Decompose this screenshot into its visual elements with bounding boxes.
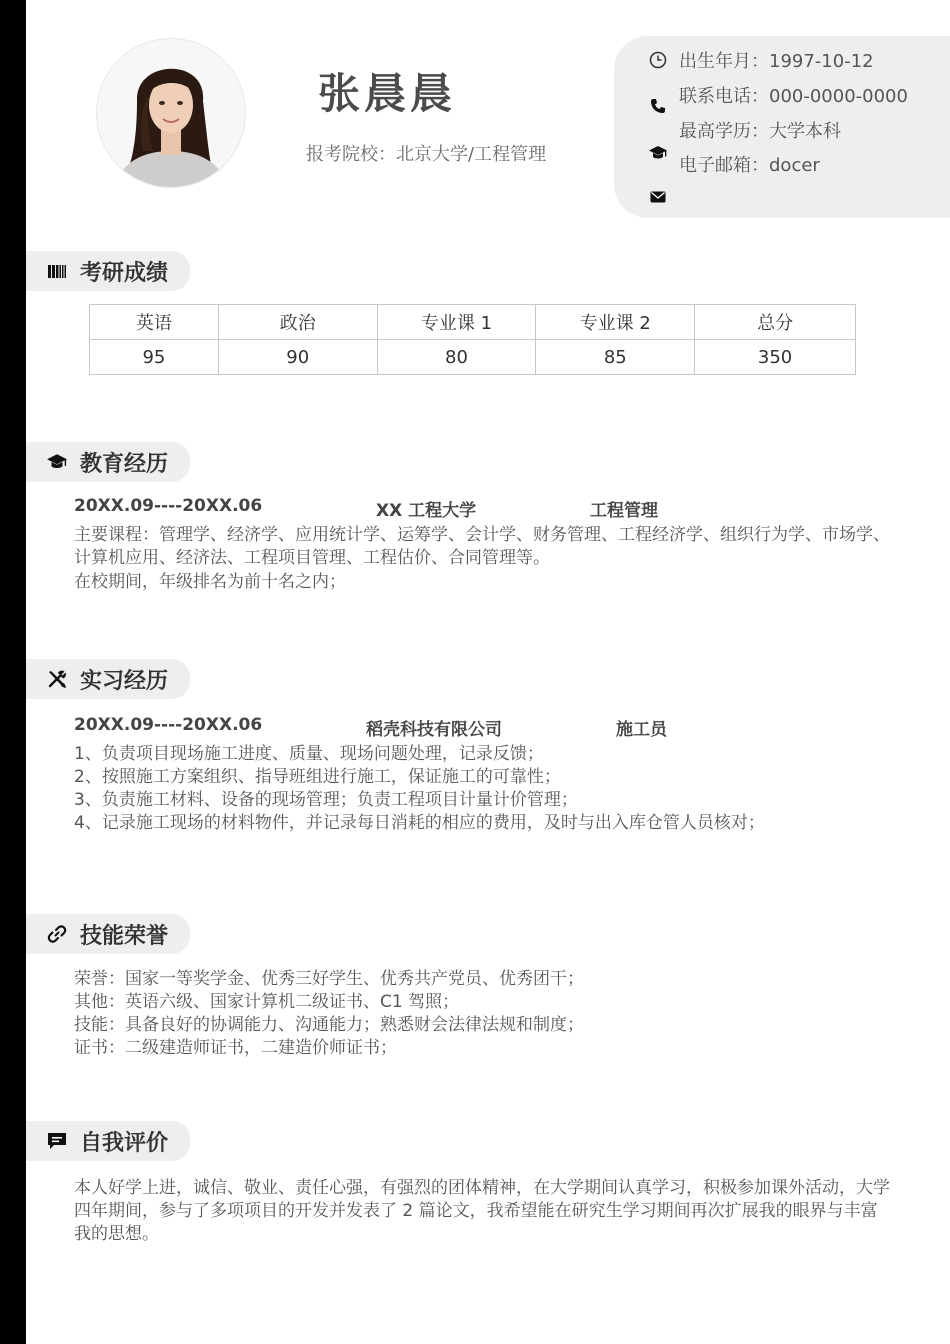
- score-value-cell: 80: [377, 340, 536, 375]
- email-address: 电子邮箱：docer: [679, 155, 820, 176]
- internship-role: 施工员: [616, 720, 667, 740]
- score-value-cell: 350: [695, 340, 856, 375]
- target-school: 报考院校：北京大学/工程管理: [306, 144, 547, 165]
- section-label: 技能荣誉: [80, 924, 169, 949]
- education-major: 工程管理: [590, 501, 658, 521]
- score-header-cell: 总分: [695, 305, 856, 340]
- clock-icon: [647, 49, 669, 71]
- score-value-cell: 95: [90, 340, 219, 375]
- score-value-row: [90, 340, 856, 375]
- score-table: [89, 304, 856, 375]
- list-item: 证书：二级建造师证书，二建造价师证书；: [74, 1038, 397, 1058]
- education-school: XX 工程大学: [376, 501, 477, 521]
- list-item: 4、记录施工现场的材料物件，并记录每日消耗的相应的费用，及时与出入库仓管人员核对；: [74, 813, 765, 833]
- skills-list: [74, 968, 894, 1060]
- phone-number: 联系电话：000-0000-0000: [679, 86, 908, 107]
- score-header-cell: 专业课 1: [377, 305, 536, 340]
- score-value-cell: 90: [218, 340, 377, 375]
- comment-icon: [46, 1130, 68, 1152]
- candidate-name: 张晨晨: [318, 69, 457, 118]
- education-rank: 在校期间，年级排名为前十名之内；: [74, 572, 346, 592]
- internship-company: 稻壳科技有限公司: [366, 720, 502, 740]
- score-value-cell: 85: [536, 340, 695, 375]
- list-item: 技能：具备良好的协调能力、沟通能力；熟悉财会法律法规和制度；: [74, 1015, 584, 1035]
- list-item: 其他：英语六级、国家计算机二级证书、C1 驾照；: [74, 992, 460, 1012]
- section-label: 考研成绩: [80, 261, 169, 286]
- section-self-eval-title: [26, 1121, 190, 1161]
- list-item: 2、按照施工方案组织、指导班组进行施工，保证施工的可靠性；: [74, 767, 561, 787]
- avatar: [96, 38, 246, 188]
- section-label: 自我评价: [80, 1131, 169, 1156]
- section-internship-title: [26, 659, 190, 699]
- link-icon: [46, 923, 68, 945]
- graduation-cap-icon: [647, 142, 669, 164]
- section-skills-title: [26, 914, 190, 954]
- phone-icon: [647, 95, 669, 117]
- score-header-cell: 英语: [90, 305, 219, 340]
- score-header-cell: 专业课 2: [536, 305, 695, 340]
- score-header-cell: 政治: [218, 305, 377, 340]
- internship-duties: [74, 743, 894, 835]
- highest-education: 最高学历：大学本科: [679, 121, 841, 142]
- graduation-cap-icon: [46, 451, 68, 473]
- books-icon: [46, 260, 68, 282]
- section-label: 实习经历: [80, 669, 169, 694]
- section-education-title: [26, 442, 190, 482]
- list-item: 3、负责施工材料、设备的现场管理；负责工程项目计量计价管理；: [74, 790, 578, 810]
- score-header-row: [90, 305, 856, 340]
- list-item: 荣誉：国家一等奖学金、优秀三好学生、优秀共产党员、优秀团干；: [74, 969, 584, 989]
- self-evaluation-text: 本人好学上进，诚信、敬业、责任心强，有强烈的团体精神，在大学期间认真学习，积极参加课外活动，大学四年期间，参与了多项项目的开发并发表了 2 篇论文，我希望能在研究生学习期间再次扩展我的眼界与丰富我的思想。: [74, 1178, 890, 1244]
- tools-icon: [46, 668, 68, 690]
- section-scores-title: [26, 251, 190, 291]
- mail-icon: [647, 186, 669, 208]
- left-accent-bar: [0, 0, 26, 1344]
- education-courses: 主要课程：管理学、经济学、应用统计学、运筹学、会计学、财务管理、工程经济学、组织行为学、市场学、计算机应用、经济法、工程项目管理、工程估价、合同管理等。: [74, 525, 890, 568]
- internship-period: 20XX.09----20XX.06: [74, 715, 263, 735]
- education-period: 20XX.09----20XX.06: [74, 496, 263, 516]
- portrait-photo: [97, 39, 245, 187]
- birth-date: 出生年月：1997-10-12: [679, 51, 874, 72]
- section-label: 教育经历: [80, 452, 169, 477]
- list-item: 1、负责项目现场施工进度、质量、现场问题处理，记录反馈；: [74, 744, 544, 764]
